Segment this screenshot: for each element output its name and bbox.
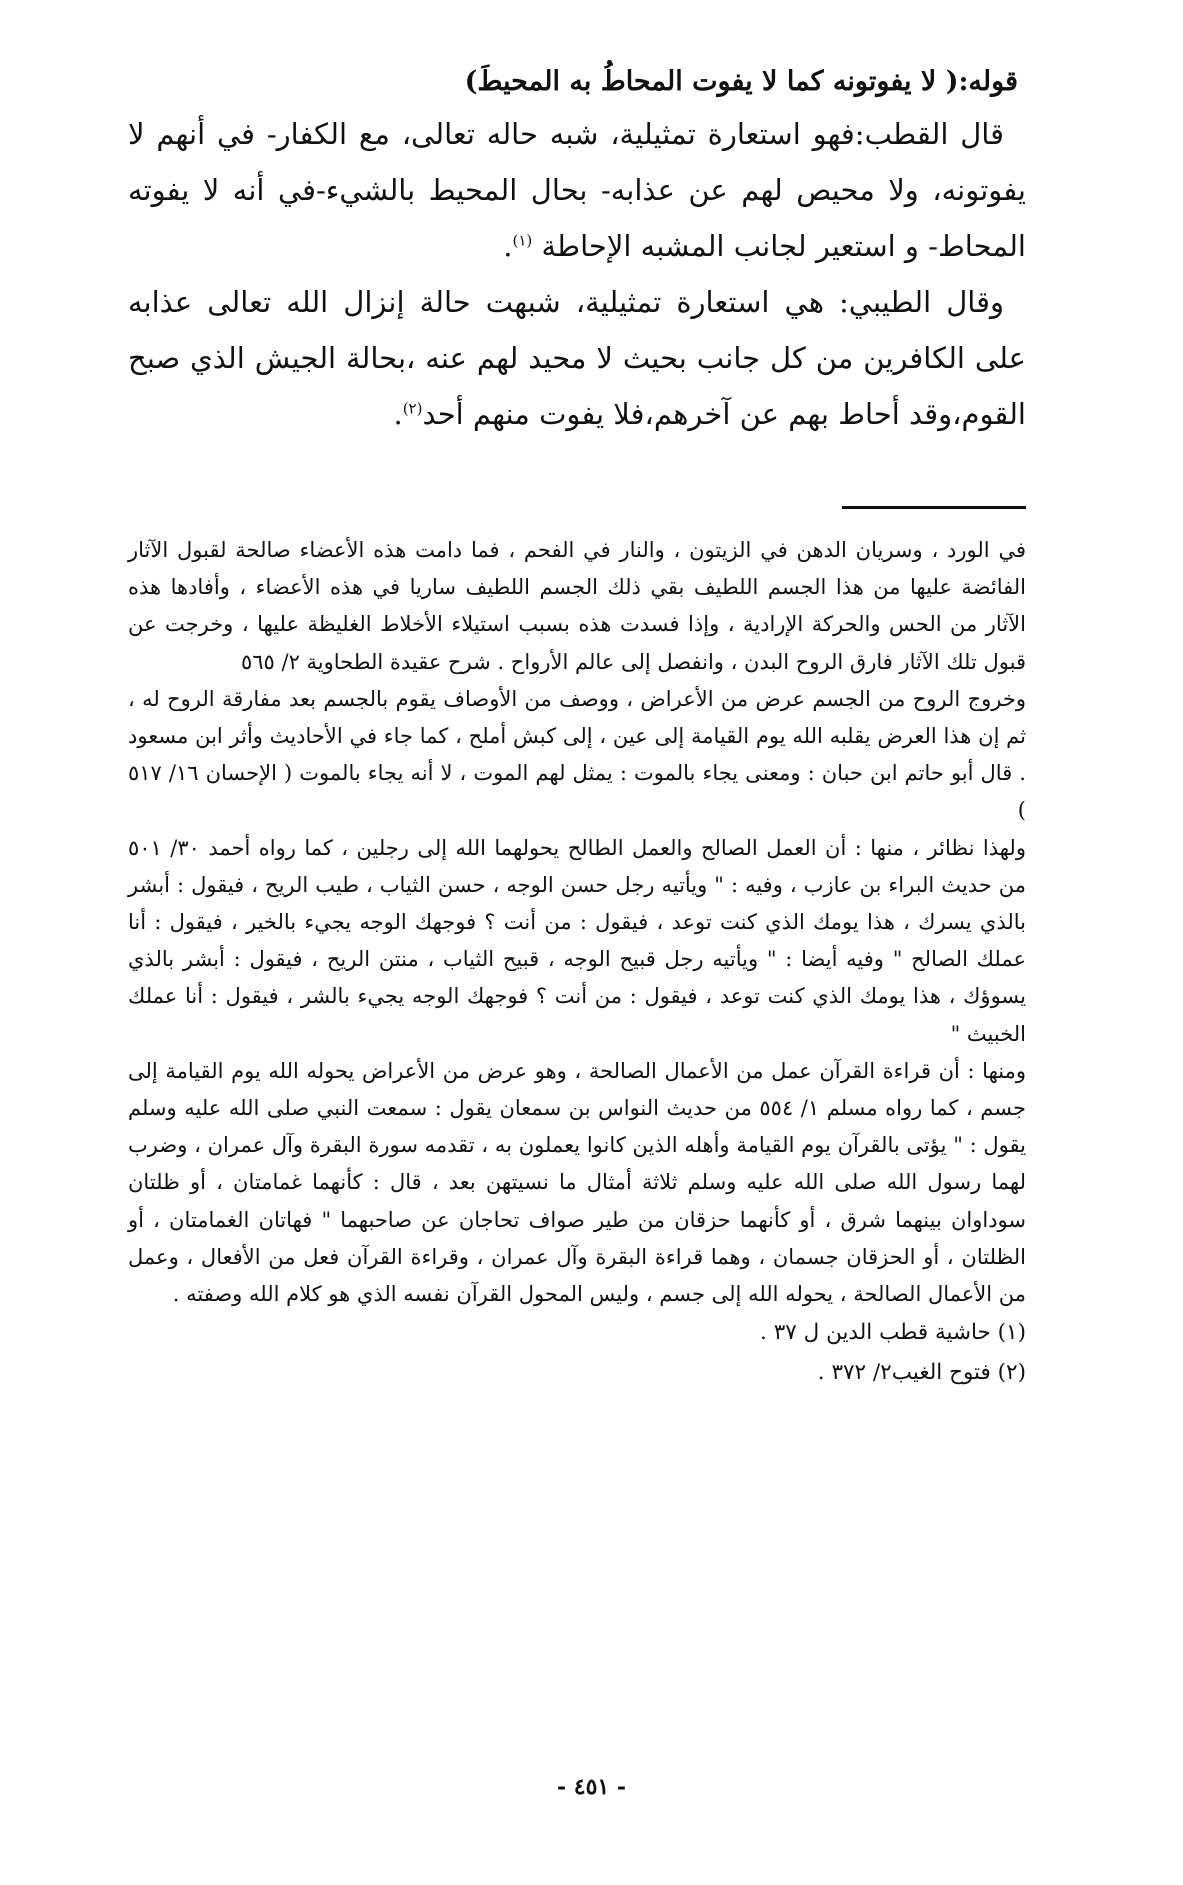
main-paragraph-tibi: وقال الطيبي: هي استعارة تمثيلية، شبهت حالة إنزال الله تعالى عذابه على الكافرين من كل جانب بحيث لا محيد لهم عنه ،بحالة الجيش الذي صبح القوم،وقد أحاط بهم عن آخرهم،فلا يفوت منهم أحد$^{(٢)}$.: [128, 285, 1026, 431]
footnotes-section: [128, 532, 1026, 1393]
page-number: - ٤٥١ -: [556, 1774, 627, 1800]
main-paragraph-qutb: قال القطب:فهو استعارة تمثيلية، شبه حاله تعالى، مع الكفار- في أنهم لا يفوتونه، ولا محيص لهم عن عذابه- بحال المحيط بالشيء-في أنه لا يفوته المحاط- و استعير لجانب المشبه الإحاطة $^{(١)}$.: [128, 117, 1026, 263]
quoted-heading: قوله:( لا يفوتونه كما لا يفوت المحاطُ به المحيطَ): [464, 66, 1018, 97]
main-text: [128, 58, 1026, 442]
note-paragraph: في الورد ، وسريان الدهن في الزيتون ، والنار في الفحم ، فما دامت هذه الأعضاء صالحة لقبول الآثار الفائضة عليها من هذا الجسم اللطيف بقي ذلك الجسم اللطيف ساريا في هذه الأعضاء ، وأفادها هذه الآثار من الحس والحركة الإرادية ، وإذا فسدت هذه بسبب استيلاء الأخلاط الغليظة عليها ، وخرجت عن قبول تلك الآثار فارق الروح البدن ، وانفصل إلى عالم الأرواح . شرح عقيدة الطحاوية ٢/ ٥٦٥: [128, 538, 1026, 674]
footnote-ref-2[interactable]: (٢): [402, 399, 423, 418]
footnote-2: (٢) فتوح الغيب٢/ ٣٧٢ .: [817, 1360, 1026, 1386]
note-paragraph: وخروج الروح من الجسم عرض من الأعراض ، ووصف من الأوصاف يقوم بالجسم بعد مفارقة الروح له ، ثم إن هذا العرض يقلبه الله يوم القيامة إلى عين ، إلى كبش أملح ، كما جاء في الأحاديث وأثر ابن مسعود . قال أبو حاتم ابن حبان : ومعنى يجاء بالموت : يمثل لهم الموت ، لا أنه يجاء بالموت ( الإحسان ١٦/ ٥١٧ ): [128, 686, 1026, 823]
footnote-1: (١) حاشية قطب الدين ل ٣٧ .: [760, 1320, 1026, 1346]
note-paragraph: ومنها : أن قراءة القرآن عمل من الأعمال الصالحة ، وهو عرض من الأعراض يحوله الله يوم القيامة إلى جسم ، كما رواه مسلم ١/ ٥٥٤ من حديث النواس بن سمعان يقول : سمعت النبي صلى الله عليه وسلم يقول : " يؤتى بالقرآن يوم القيامة وأهله الذين كانوا يعملون به ، تقدمه سورة البقرة وآل عمران ، وضرب لهما رسول الله صلى الله عليه وسلم ثلاثة أمثال ما نسيتهن بعد ، قال : كأنهما غمامتان ، أو ظلتان سوداوان بينهما شرق ، أو كأنهما حزقان من طير صواف تحاجان عن صاحبهما " فهاتان الغمامتان ، أو الظلتان ، أو الحزقان جسمان ، وهما قراءة البقرة وآل عمران ، وقراءة القرآن فعل من الأفعال ، وعمل من الأعمال الصالحة ، يحوله الله إلى جسم ، وليس المحول القرآن نفسه الذي هو كلام الله وصفته .: [128, 1058, 1026, 1307]
paragraph-text: وقال الطيبي: هي استعارة تمثيلية، شبهت حالة إنزال الله تعالى عذابه على الكافرين من كل جانب بحيث لا محيد لهم عنه ،بحالة الجيش الذي صبح القوم،وقد أحاط بهم عن آخرهم،فلا يفوت منهم أحد: [128, 285, 1026, 431]
footnote-ref-1[interactable]: (١): [512, 231, 533, 250]
note-paragraph: ولهذا نظائر ، منها : أن العمل الصالح والعمل الطالح يحولهما الله إلى رجلين ، كما رواه أحمد ٣٠/ ٥٠١ من حديث البراء بن عازب ، وفيه : " ويأتيه رجل حسن الوجه ، حسن الثياب ، طيب الريح ، فيقول : أبشر بالذي يسرك ، هذا يومك الذي كنت توعد ، فيقول : من أنت ؟ فوجهك الوجه يجيء بالخير ، فيقول : أنا عملك الصالح " وفيه أيضا : " ويأتيه رجل قبيح الوجه ، قبيح الثياب ، منتن الريح ، فيقول : أبشر بالذي يسوؤك ، هذا يومك الذي كنت توعد ، فيقول : من أنت ؟ فوجهك الوجه يجيء بالشر ، فيقول : أنا عملك الخبيث ": [128, 835, 1026, 1046]
paragraph-text: قال القطب:فهو استعارة تمثيلية، شبه حاله تعالى، مع الكفار- في أنهم لا يفوتونه، ولا محيص لهم عن عذابه- بحال المحيط بالشيء-في أنه لا يفوته المحاط- و استعير لجانب المشبه الإحاطة: [128, 117, 1026, 263]
footnote-separator-rule: [842, 506, 1026, 509]
